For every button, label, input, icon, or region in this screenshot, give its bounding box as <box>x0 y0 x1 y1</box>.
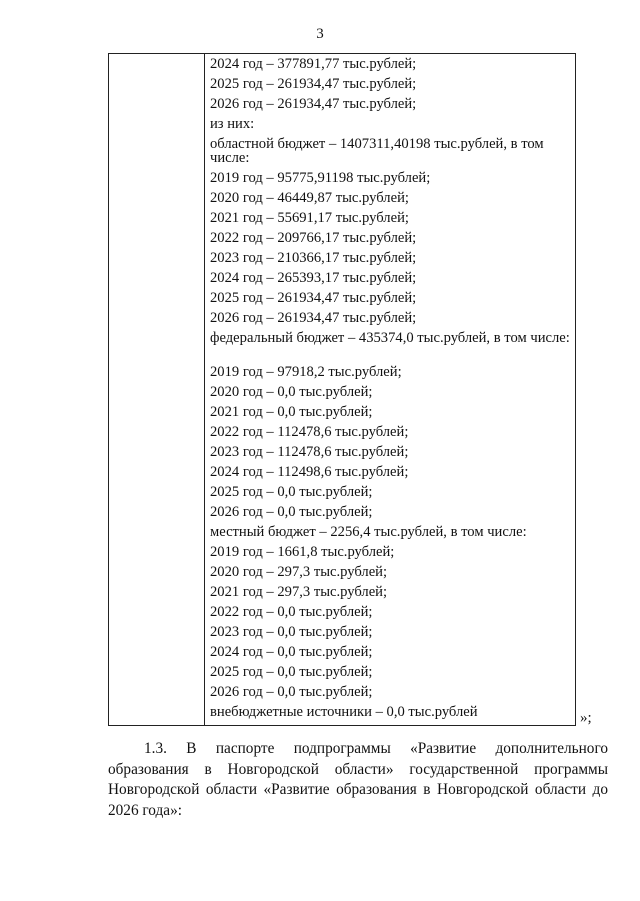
funding-line: 2025 год – 0,0 тыс.рублей; <box>210 484 373 500</box>
funding-line: федеральный бюджет – 435374,0 тыс.рублей, в том числе: <box>210 330 570 346</box>
funding-line: областной бюджет – 1407311,40198 тыс.рублей, в том числе: <box>210 136 544 166</box>
funding-line: 2025 год – 0,0 тыс.рублей; <box>210 664 373 680</box>
funding-cell <box>210 54 572 722</box>
funding-line: 2022 год – 0,0 тыс.рублей; <box>210 604 373 620</box>
funding-table <box>108 53 576 726</box>
funding-line: 2026 год – 261934,47 тыс.рублей; <box>210 96 417 112</box>
page-number: 3 <box>316 26 324 42</box>
funding-line: 2024 год – 377891,77 тыс.рублей; <box>210 56 417 72</box>
funding-line: 2023 год – 0,0 тыс.рублей; <box>210 624 373 640</box>
closing-quote: »; <box>580 710 592 726</box>
funding-line: внебюджетные источники – 0,0 тыс.рублей <box>210 704 478 720</box>
funding-line: 2022 год – 209766,17 тыс.рублей; <box>210 230 417 246</box>
funding-line: 2021 год – 0,0 тыс.рублей; <box>210 404 373 420</box>
funding-line: 2019 год – 1661,8 тыс.рублей; <box>210 544 395 560</box>
section-paragraph <box>108 739 608 821</box>
funding-line: 2024 год – 112498,6 тыс.рублей; <box>210 464 409 480</box>
column-divider <box>204 54 205 725</box>
funding-line: 2025 год – 261934,47 тыс.рублей; <box>210 76 417 92</box>
funding-line: 2022 год – 112478,6 тыс.рублей; <box>210 424 409 440</box>
funding-line: 2019 год – 97918,2 тыс.рублей; <box>210 364 402 380</box>
funding-line: местный бюджет – 2256,4 тыс.рублей, в том числе: <box>210 524 527 540</box>
funding-line: 2020 год – 297,3 тыс.рублей; <box>210 564 388 580</box>
paragraph-text: 1.3. В паспорте подпрограммы «Развитие дополнительного образования в Новгородской области» государственной программы Новгородской области «Развитие образования в Новгородской области до 2026 года»: <box>108 740 608 819</box>
funding-line: из них: <box>210 116 255 132</box>
funding-line: 2024 год – 265393,17 тыс.рублей; <box>210 270 417 286</box>
funding-line: 2026 год – 0,0 тыс.рублей; <box>210 684 373 700</box>
funding-line: 2025 год – 261934,47 тыс.рублей; <box>210 290 417 306</box>
funding-line: 2021 год – 55691,17 тыс.рублей; <box>210 210 409 226</box>
funding-line: 2023 год – 210366,17 тыс.рублей; <box>210 250 417 266</box>
funding-line: 2026 год – 0,0 тыс.рублей; <box>210 504 373 520</box>
funding-line: 2026 год – 261934,47 тыс.рублей; <box>210 310 417 326</box>
funding-line: 2023 год – 112478,6 тыс.рублей; <box>210 444 409 460</box>
funding-line: 2019 год – 95775,91198 тыс.рублей; <box>210 170 431 186</box>
funding-line: 2021 год – 297,3 тыс.рублей; <box>210 584 388 600</box>
funding-line: 2020 год – 0,0 тыс.рублей; <box>210 384 373 400</box>
funding-line: 2024 год – 0,0 тыс.рублей; <box>210 644 373 660</box>
funding-line: 2020 год – 46449,87 тыс.рублей; <box>210 190 409 206</box>
